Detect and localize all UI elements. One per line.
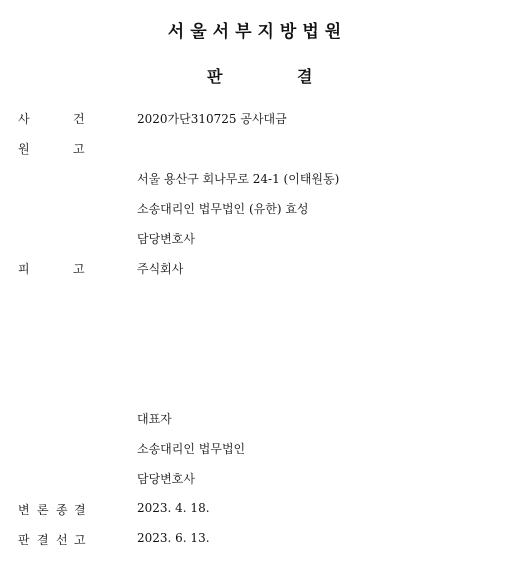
defendant-representative: 대표자 (137, 412, 172, 426)
case-label-char-2: 건 (73, 112, 85, 126)
defendant-label-char-2: 고 (73, 262, 85, 276)
closing-label-char-2: 론 (37, 503, 49, 517)
judgment-label-char-1: 판 (18, 533, 30, 547)
court-name: 서울서부지방법원 (167, 22, 348, 42)
judgment-label-char-2: 결 (37, 533, 49, 547)
defendant-counsel: 소송대리인 법무법인 (137, 442, 246, 456)
closing-label-char-4: 결 (74, 503, 86, 517)
plaintiff-label-char-1: 원 (18, 142, 30, 156)
judgment-label-char-4: 고 (74, 533, 86, 547)
document-title (0, 64, 515, 86)
defendant-name: 주식회사 (137, 262, 184, 276)
plaintiff-label-char-2: 고 (73, 142, 85, 156)
plaintiff-address: 서울 용산구 회나무로 24-1 (이태원동) (137, 172, 340, 186)
judgment-label-char-3: 선 (56, 533, 68, 547)
closing-argument-date: 2023. 4. 18. (137, 501, 210, 515)
defendant-attorney: 담당변호사 (137, 472, 195, 486)
case-label-char-1: 사 (18, 112, 30, 126)
document-title-char-1: 판 (207, 67, 223, 86)
judgment-date: 2023. 6. 13. (137, 531, 210, 545)
defendant-label-char-1: 피 (18, 262, 30, 276)
closing-label-char-1: 변 (18, 503, 30, 517)
case-number: 2020가단310725 공사대금 (137, 112, 287, 126)
document-title-char-2: 결 (297, 67, 313, 86)
plaintiff-attorney: 담당변호사 (137, 232, 195, 246)
closing-label-char-3: 종 (56, 503, 68, 517)
plaintiff-counsel: 소송대리인 법무법인 (유한) 효성 (137, 202, 309, 216)
